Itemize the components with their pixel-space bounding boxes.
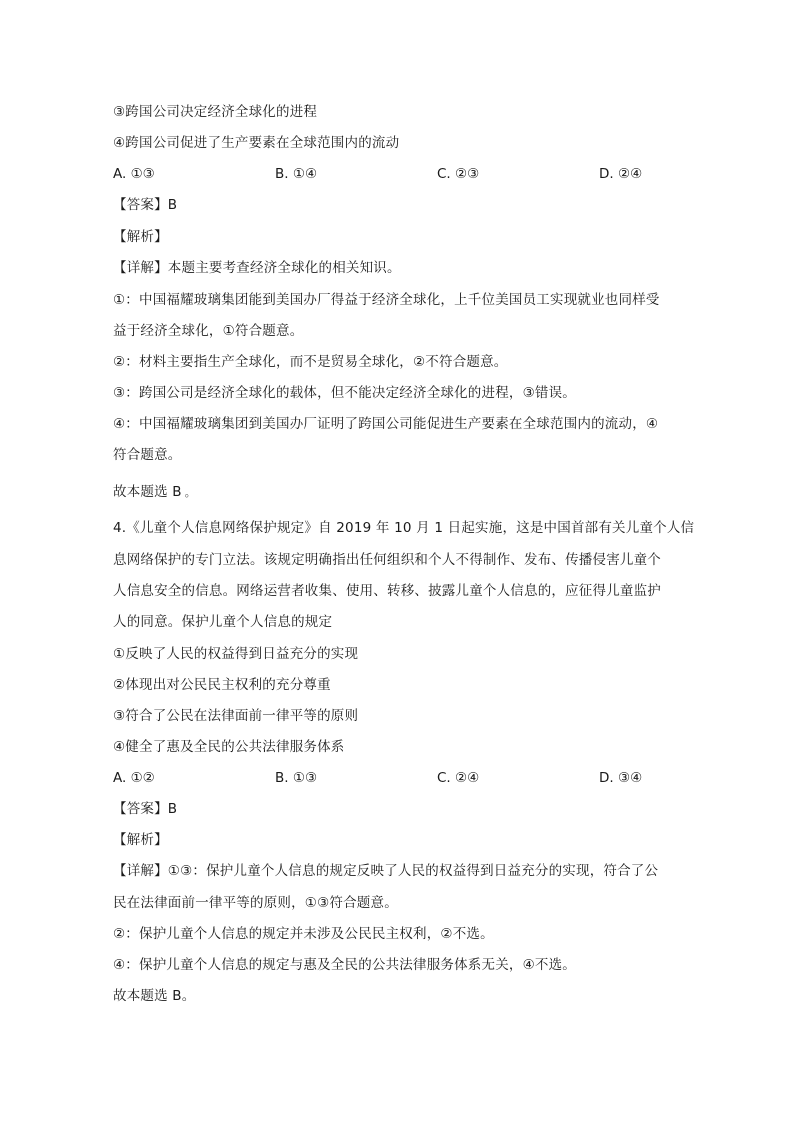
- q4-option-c: C. ②④: [437, 770, 480, 786]
- q4-statement-4: ④健全了惠及全民的公共法律服务体系: [113, 739, 345, 755]
- q3-detail-line: 【详解】本题主要考查经济全球化的相关知识。: [113, 260, 401, 276]
- q4-statement-3: ③符合了公民在法律面前一律平等的原则: [113, 708, 359, 724]
- q4-stem-line: 人信息安全的信息。网络运营者收集、使用、转移、披露儿童个人信息的，应征得儿童监护: [113, 583, 661, 599]
- q4-stem-line: 息网络保护的专门立法。该规定明确指出任何组织和个人不得制作、发布、传播侵害儿童个: [113, 552, 661, 568]
- q3-option-a: A. ①③: [113, 166, 155, 182]
- q4-detail-line: ④：保护儿童个人信息的规定与惠及全民的公共法律服务体系无关，④不选。: [113, 957, 577, 973]
- q3-analysis-label: 【解析】: [113, 229, 168, 245]
- q4-stem-line: 人的同意。保护儿童个人信息的规定: [113, 614, 333, 630]
- q3-detail-line: 符合题意。: [113, 447, 182, 463]
- q3-statement-3: ③跨国公司决定经济全球化的进程: [113, 104, 318, 120]
- q4-detail-line: 【详解】①③：保护儿童个人信息的规定反映了人民的权益得到日益充分的实现，符合了公: [113, 863, 659, 879]
- q3-statement-4: ④跨国公司促进了生产要素在全球范围内的流动: [113, 135, 400, 151]
- q4-answer: 【答案】B: [113, 801, 178, 817]
- q3-option-c: C. ②③: [437, 166, 480, 182]
- q4-stem-line: 4.《儿童个人信息网络保护规定》自 2019 年 10 月 1 日起实施，这是中国首部有关儿童个人信: [113, 520, 695, 536]
- q4-statement-2: ②体现出对公民民主权利的充分尊重: [113, 677, 331, 693]
- q4-conclusion: 故本题选 B。: [113, 988, 196, 1004]
- q3-option-d: D. ②④: [599, 166, 643, 182]
- q3-detail-line: ①：中国福耀玻璃集团能到美国办厂得益于经济全球化，上千位美国员工实现就业也同样受: [113, 292, 660, 308]
- q3-detail-line: 益于经济全球化，①符合题意。: [113, 323, 304, 339]
- q4-detail-line: 民在法律面前一律平等的原则，①③符合题意。: [113, 895, 398, 911]
- q4-option-a: A. ①②: [113, 770, 155, 786]
- q3-detail-line: ②：材料主要指生产全球化，而不是贸易全球化，②不符合题意。: [113, 354, 508, 370]
- q4-option-d: D. ③④: [599, 770, 643, 786]
- q3-conclusion: [113, 483, 196, 502]
- q3-detail-line: ③：跨国公司是经济全球化的载体，但不能决定经济全球化的进程，③错误。: [113, 385, 577, 401]
- q3-answer: 【答案】B: [113, 197, 178, 213]
- q3-conclusion-period: 。: [184, 486, 196, 499]
- q4-statement-1: ①反映了人民的权益得到日益充分的实现: [113, 646, 359, 662]
- q4-option-b: B. ①③: [275, 770, 318, 786]
- q4-analysis-label: 【解析】: [113, 832, 168, 848]
- q3-conclusion-text: 故本题选 B: [113, 484, 182, 500]
- q4-detail-line: ②：保护儿童个人信息的规定并未涉及公民民主权利，②不选。: [113, 926, 494, 942]
- q3-option-b: B. ①④: [275, 166, 318, 182]
- q3-detail-line: ④：中国福耀玻璃集团到美国办厂证明了跨国公司能促进生产要素在全球范围内的流动，④: [113, 416, 659, 432]
